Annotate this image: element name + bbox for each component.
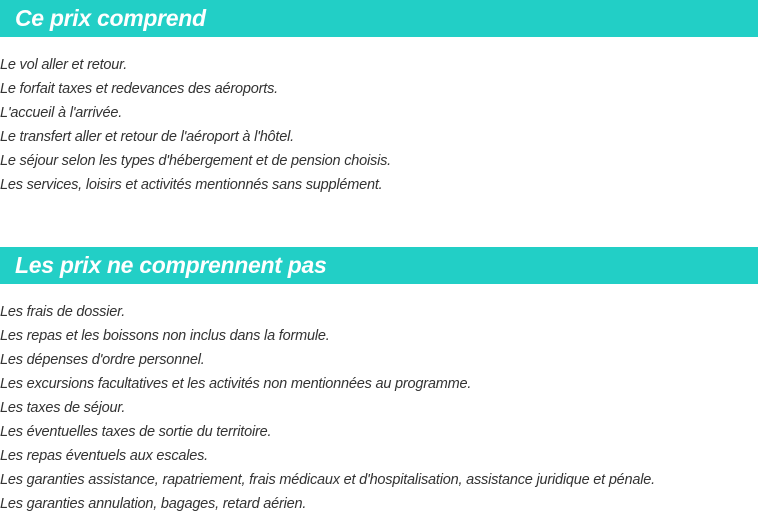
included-item: Les services, loisirs et activités mentionnés sans supplément. (0, 177, 383, 193)
included-item: Le vol aller et retour. (0, 57, 128, 73)
excluded-list (0, 300, 655, 516)
excluded-item: Les garanties annulation, bagages, retard aérien. (0, 496, 307, 512)
included-item: Le forfait taxes et redevances des aéroports. (0, 81, 278, 97)
included-item: Le séjour selon les types d'hébergement et de pension choisis. (0, 153, 391, 169)
excluded-item: Les frais de dossier. (0, 304, 126, 320)
included-section-title: Ce prix comprend (0, 0, 758, 37)
excluded-item: Les repas éventuels aux escales. (0, 448, 209, 464)
excluded-item: Les garanties assistance, rapatriement, frais médicaux et d'hospitalisation, assistance juridique et pénale. (0, 472, 655, 488)
excluded-item: Les excursions facultatives et les activités non mentionnées au programme. (0, 376, 472, 392)
included-item: Le transfert aller et retour de l'aéroport à l'hôtel. (0, 129, 294, 145)
excluded-item: Les taxes de séjour. (0, 400, 126, 416)
included-list (0, 53, 391, 197)
excluded-item: Les éventuelles taxes de sortie du territoire. (0, 424, 272, 440)
excluded-item: Les repas et les boissons non inclus dans la formule. (0, 328, 330, 344)
excluded-section-title: Les prix ne comprennent pas (0, 247, 758, 284)
excluded-item: Les dépenses d'ordre personnel. (0, 352, 205, 368)
included-item: L'accueil à l'arrivée. (0, 105, 123, 121)
